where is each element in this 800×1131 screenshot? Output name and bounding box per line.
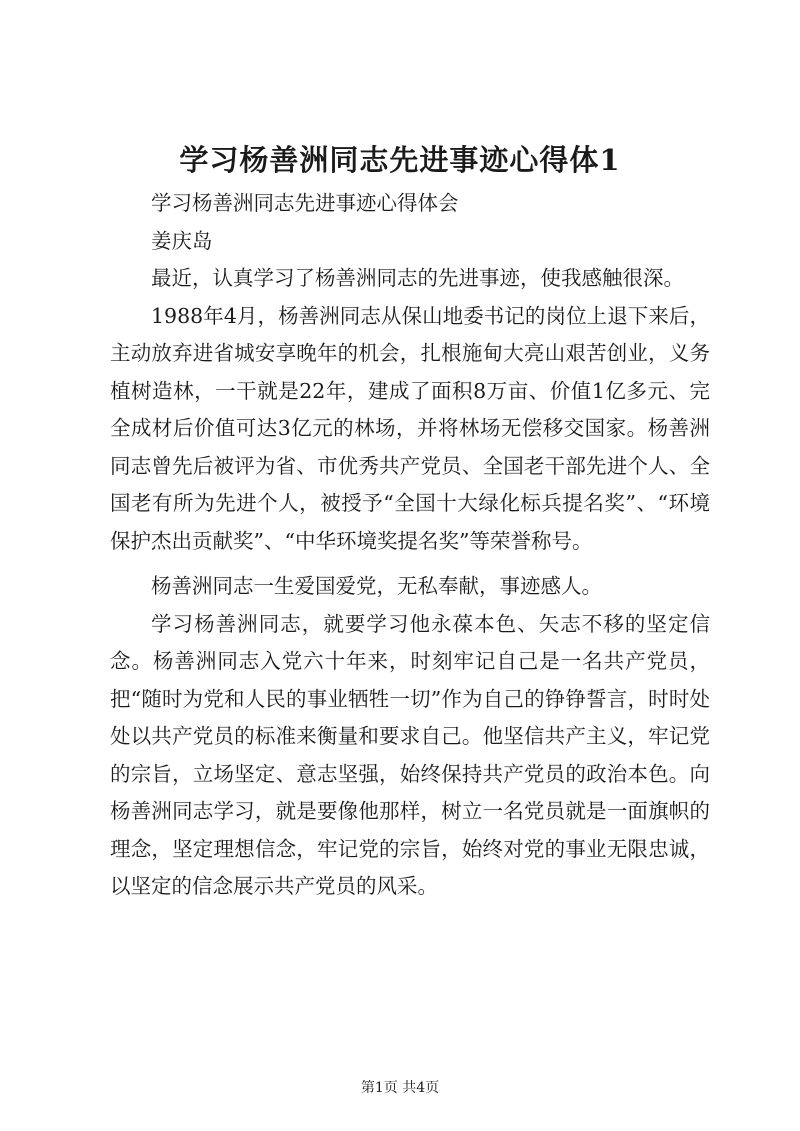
document-title: 学习杨善洲同志先进事迹心得体1 bbox=[179, 143, 621, 177]
document-body bbox=[110, 185, 710, 906]
subtitle-paragraph: 学习杨善洲同志先进事迹心得体会 bbox=[151, 191, 459, 215]
author-paragraph: 姜庆岛 bbox=[151, 228, 213, 253]
biography-paragraph: 1988年4月，杨善洲同志从保山地委书记的岗位上退下来后，主动放弃进省城安享晚年的机会，扎根施甸大亮山艰苦创业，义务植树造林，一干就是22年，建成了面积8万亩、价值1亿多元、完全成材后价值可达3亿元的林场，并将林场无偿移交国家。杨善洲同志曾先后被评为省、市优秀共产党员、全国老干部先进个人、全国老有所为先进个人，被授予“全国十大绿化标兵提名奖”、“环境保护杰出贡献奖”、“中华环境奖提名奖”等荣誉称号。 bbox=[110, 303, 710, 553]
page-footer: 第1页 共4页 bbox=[360, 1080, 440, 1096]
belief-paragraph: 学习杨善洲同志，就要学习他永葆本色、矢志不移的坚定信念。杨善洲同志入党六十年来，时刻牢记自己是一名共产党员，把“随时为党和人民的事业牺牲一切”作为自己的铮铮誓言，时时处处以共产党员的标准来衡量和要求自己。他坚信共产主义，牢记党的宗旨，立场坚定、意志坚强，始终保持共产党员的政治本色。向杨善洲同志学习，就是要像他那样，树立一名党员就是一面旗帜的理念，坚定理想信念，牢记党的宗旨，始终对党的事业无限忠诚，以坚定的信念展示共产党员的风采。 bbox=[110, 611, 710, 898]
summary-paragraph: 杨善洲同志一生爱国爱党，无私奉献，事迹感人。 bbox=[151, 574, 602, 598]
intro-paragraph: 最近，认真学习了杨善洲同志的先进事迹，使我感触很深。 bbox=[151, 266, 684, 290]
